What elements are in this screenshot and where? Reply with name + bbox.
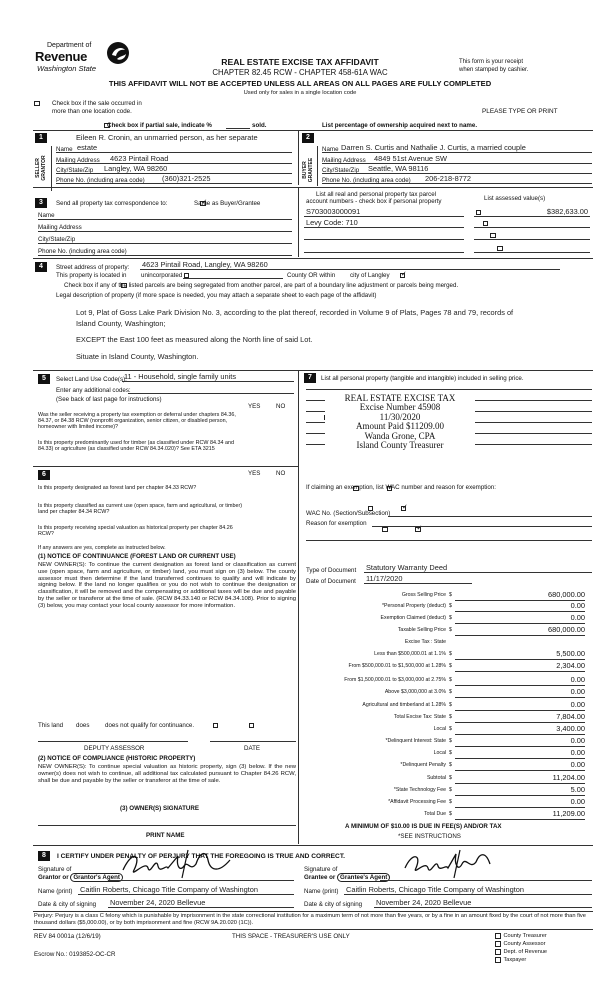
parcel-1-value: S703003000091 xyxy=(306,207,361,216)
doc-date-rule xyxy=(364,583,472,584)
form-note: Used only for sales in a single location code xyxy=(243,90,357,96)
buyer-side-label: BUYER GRANTEE xyxy=(302,157,314,183)
grantee-agent-box: Grantee's Agent xyxy=(337,873,390,882)
tax-row-currency: $ xyxy=(449,689,452,695)
section-4-number: 4 xyxy=(35,262,47,272)
tax-row xyxy=(300,809,596,822)
parcel-2-personal-checkbox[interactable] xyxy=(483,221,489,227)
tax-row-label: Excise Tax : State xyxy=(404,639,446,645)
reason-rule xyxy=(372,526,592,527)
ownership-pct-label: List percentage of ownership acquired next to name. xyxy=(322,122,478,129)
tax-row-label: Taxable Selling Price xyxy=(397,627,446,633)
form-warning: THIS AFFIDAVIT WILL NOT BE ACCEPTED UNLESS ALL AREAS ON ALL PAGES ARE FULLY COMPLETED xyxy=(108,79,492,88)
tax-row-value: 0.00 xyxy=(455,614,585,624)
copy-item xyxy=(495,933,547,941)
grantee-name-label: Name (print) xyxy=(304,888,339,895)
tax-row-label: Exemption Claimed (deduct) xyxy=(380,615,446,621)
parcel-4-personal-checkbox[interactable] xyxy=(497,246,503,252)
partial-sale-label: Check box if partial sale, indicate % xyxy=(107,122,212,129)
sec5-q2-text: Is this property predominantly used for timber (as classified under RCW 84.34 and 84.33) or agriculture (as classified under RCW 84.34.020)? See ETA 3215 xyxy=(38,440,234,453)
tax-row-value: 3,400.00 xyxy=(455,725,585,735)
buyer-phone-label: Phone No. (including area code) xyxy=(322,177,411,184)
form-title: REAL ESTATE EXCISE TAX AFFIDAVIT xyxy=(221,57,379,67)
section-5-7-top-rule xyxy=(33,370,593,371)
section-8-number: 8 xyxy=(38,851,50,861)
grantee-date-rule xyxy=(374,907,592,908)
sec3-correspondence-label: Send all property tax correspondence to: xyxy=(56,200,168,207)
seller-city-label: City/State/Zip xyxy=(56,167,94,174)
stamp-line-2: Excise Number 45908 xyxy=(359,402,441,413)
grantee-agent-label xyxy=(304,874,390,881)
multi-location-checkbox[interactable] xyxy=(34,101,40,107)
sec5-q1-text: Was the seller receiving a property tax exemption or deferral under chapters 84.36, 84.37, or 84.38 RCW (nonprofit organization, senior citizen, or disabled person, homeowner with limited income)? xyxy=(38,412,236,431)
doc-type-rule xyxy=(364,572,592,573)
copy-checkbox[interactable] xyxy=(495,957,501,963)
tax-row-currency: $ xyxy=(449,738,452,744)
tax-row-value: 0.00 xyxy=(455,798,585,808)
sec3-mailing-rule xyxy=(38,231,292,232)
tax-row-currency: $ xyxy=(449,811,452,817)
parcel-1-rule xyxy=(304,216,464,217)
sec5-no-header: NO xyxy=(276,403,286,410)
buyer-name-rule xyxy=(322,152,592,153)
tax-row-value: 680,000.00 xyxy=(455,591,585,601)
buyer-mailing-rule xyxy=(322,163,592,164)
grantee-or-text: Grantee or xyxy=(304,874,338,881)
sec6-q3-no[interactable] xyxy=(415,527,421,533)
tax-row-currency: $ xyxy=(449,615,452,621)
land-use-label: Select Land Use Code(s): xyxy=(56,376,127,383)
grantor-name-rule xyxy=(78,894,294,895)
seller-phone-label: Phone No. (including area code) xyxy=(56,177,145,184)
tax-row-value: 0.00 xyxy=(455,701,585,711)
parcel-head-1: List all real and personal property tax parcel xyxy=(316,191,437,198)
tax-row-value: 0.00 xyxy=(455,737,585,747)
sec6-q1-text: Is this property designated as forest land per chapter 84.33 RCW? xyxy=(38,485,197,491)
copy-label: County Treasurer xyxy=(503,933,547,940)
additional-codes-rule xyxy=(128,393,294,394)
sec6-q2-text: Is this property classified as current use (open space, farm and agricultural, or timber) land per chapter 84.34 RCW? xyxy=(38,503,243,516)
buyer-side-rule xyxy=(317,146,318,186)
tax-row xyxy=(300,601,596,614)
section-6-top-rule xyxy=(33,466,298,467)
sec6-if-yes: If any answers are yes, complete as instructed below. xyxy=(38,545,166,551)
deputy-date-rule xyxy=(210,741,296,742)
section-4-top-rule xyxy=(33,258,593,259)
tax-row-label: Agricultural and timberland at 1.28% xyxy=(362,702,446,708)
tax-row-label: Above $3,000,000 at 3.0% xyxy=(384,689,446,695)
tax-row-currency: $ xyxy=(449,603,452,609)
sec3-phone-label: Phone No. (including area code) xyxy=(38,248,127,255)
tax-row-label: From $1,500,000.01 to $3,000,000 at 2.75% xyxy=(344,677,446,683)
grantor-name-label: Name (print) xyxy=(38,888,73,895)
tax-row-value: 11,209.00 xyxy=(455,810,585,820)
copy-label: Taxpayer xyxy=(503,957,527,964)
stamp-line-3: 11/30/2020 xyxy=(379,411,421,422)
tax-row xyxy=(300,773,596,786)
tax-row xyxy=(300,760,596,773)
legal-line-4: Situate in Island County, Washington. xyxy=(76,352,199,361)
buyer-mailing-value: 4849 51st Avenue SW xyxy=(374,154,447,163)
multi-location-label-2: more than one location code. xyxy=(52,108,132,115)
treasurer-only-label: THIS SPACE - TREASURER'S USE ONLY xyxy=(232,933,350,940)
owner-signature-rule xyxy=(38,825,296,826)
tax-row-currency: $ xyxy=(449,726,452,732)
tax-row xyxy=(300,625,596,638)
tax-row xyxy=(300,785,596,798)
buyer-phone-value: 206-218-8772 xyxy=(425,174,472,183)
tax-row-value: 0.00 xyxy=(455,749,585,759)
partial-percent-field[interactable] xyxy=(226,123,250,129)
seller-side-label: SELLER GRANTOR xyxy=(35,155,47,181)
doc-date-label: Date of Document xyxy=(306,578,356,585)
sec5-yes-header: YES xyxy=(248,403,261,410)
tax-row-currency: $ xyxy=(449,762,452,768)
grantor-date-rule xyxy=(108,907,294,908)
tax-row-label: *State Technology Fee xyxy=(393,787,446,793)
grantor-name-value: Caitlin Roberts, Chicago Title Company of Washington xyxy=(80,885,259,894)
legal-line-3: EXCEPT the East 100 feet as measured along the North line of said Lot. xyxy=(76,335,313,344)
tax-row-value: 0.00 xyxy=(455,676,585,686)
grantor-date-label: Date & city of signing xyxy=(38,901,97,908)
parcel-3-rule xyxy=(304,239,464,240)
sec3-phone-rule xyxy=(38,255,292,256)
assessed-head: List assessed value(s) xyxy=(484,195,546,202)
sec6-q2-no[interactable] xyxy=(401,506,407,512)
seller-name-line2: estate xyxy=(77,143,98,152)
tax-row-value: 11,204.00 xyxy=(455,774,585,784)
section-6-number: 6 xyxy=(38,470,50,480)
tax-row xyxy=(300,675,596,688)
land-does-not-text: does not qualify for continuance. xyxy=(105,722,195,729)
multi-location-label-1: Check box if the sale occurred in xyxy=(52,100,142,107)
land-use-value: 11 - Household, single family units xyxy=(124,372,237,381)
grantor-sig-label: Signature of xyxy=(38,866,72,873)
pp-rule-1 xyxy=(306,389,592,390)
copy-label: County Assessor xyxy=(503,941,546,948)
historic-heading: (2) NOTICE OF COMPLIANCE (HISTORIC PROPERTY) xyxy=(38,755,196,762)
grantee-sig-rule xyxy=(380,880,592,881)
legal-line-2: Island County, Washington; xyxy=(76,319,166,328)
sec3-city-rule xyxy=(38,243,292,244)
legal-description-label: Legal description of property (if more space is needed, you may attach a separate sheet to each page of the affidavit) xyxy=(56,292,377,299)
tax-row xyxy=(300,797,596,810)
grantor-sig-rule xyxy=(108,880,294,881)
tax-row xyxy=(300,640,596,650)
tax-row-label: Total Due xyxy=(424,811,446,817)
seller-mailing-value: 4623 Pintail Road xyxy=(110,154,169,163)
sec3-city-label: City/State/Zip xyxy=(38,236,76,243)
tax-row-currency: $ xyxy=(449,663,452,669)
located-in-label: This property is located in xyxy=(56,272,127,279)
grantor-date-value: November 24, 2020 Bellevue xyxy=(110,898,206,907)
see-back-label: (See back of last page for instructions) xyxy=(56,396,162,403)
tax-row xyxy=(300,736,596,749)
tax-row xyxy=(300,700,596,713)
copy-checkbox[interactable] xyxy=(495,941,501,947)
section-1-2-divider xyxy=(298,130,299,185)
city-of-checkbox[interactable] xyxy=(400,273,406,279)
tax-row-label: Local xyxy=(433,726,446,732)
sec6-no-header: NO xyxy=(276,470,286,477)
grantor-agent-box: Grantor's Agent xyxy=(70,873,123,882)
land-does-text: does xyxy=(76,722,90,729)
wac-rule xyxy=(388,516,592,517)
partial-sold-label: sold. xyxy=(252,122,267,129)
tax-row-label: *Affidavit Processing Fee xyxy=(388,799,446,805)
tax-row-currency: $ xyxy=(449,775,452,781)
tax-row-label: Less than $500,000.01 at 1.1% xyxy=(374,651,446,657)
grantee-date-label: Date & city of signing xyxy=(304,901,363,908)
deputy-assessor-label: DEPUTY ASSESSOR xyxy=(84,745,145,752)
grantee-signature-image xyxy=(400,846,500,882)
grantor-or-text: Grantor or xyxy=(38,874,71,881)
land-use-rule xyxy=(122,381,294,382)
parcel-4-rule xyxy=(304,252,464,253)
minimum-fee-note: A MINIMUM OF $10.00 IS DUE IN FEE(S) AND/OR TAX xyxy=(345,823,502,830)
tax-row xyxy=(300,649,596,662)
seller-phone-rule xyxy=(56,183,292,184)
land-does-label: This land xyxy=(38,722,64,729)
tax-row-value: 2,304.00 xyxy=(455,662,585,672)
tax-row-currency: $ xyxy=(449,627,452,633)
see-instructions-note: *SEE INSTRUCTIONS xyxy=(398,833,461,840)
tax-row xyxy=(300,712,596,725)
deputy-assessor-rule xyxy=(38,741,188,742)
section-8-top-rule xyxy=(33,845,593,846)
seller-city-value: Langley, WA 98260 xyxy=(104,164,168,173)
exemption-label: If claiming an exemption, list WAC number and reason for exemption: xyxy=(306,484,496,491)
stamp-line-4: Amount Paid $11209.00 xyxy=(356,421,444,432)
unincorporated-label: unincorporated xyxy=(141,272,183,279)
tax-row-value: 5,500.00 xyxy=(455,650,585,660)
assessed-2-rule xyxy=(474,227,590,228)
tax-row-value: 0.00 xyxy=(455,602,585,612)
stamp-line-1: REAL ESTATE EXCISE TAX xyxy=(344,393,456,403)
sec6-q3-text: Is this property receiving special valuation as historical property per chapter 84.26 RCW? xyxy=(38,525,233,538)
seller-mailing-label: Mailing Address xyxy=(56,157,100,164)
section-1-number: 1 xyxy=(35,133,47,143)
owner-signature-label: (3) OWNER(S) SIGNATURE xyxy=(120,805,199,812)
perjury-statement: Perjury: Perjury is a class C felony which is punishable by imprisonment in the state correctional institution for a maximum term of not more than five years, or by a fine in an amount fixed by the court of not more than five thousand dollars ($5,000.00), or by both imprisonment and fine (RCW 9A.20.020 (1C)). xyxy=(34,913,586,926)
grantor-signature-image xyxy=(118,846,238,882)
section-3-top-rule xyxy=(33,187,593,188)
buyer-mailing-label: Mailing Address xyxy=(322,157,366,164)
parcel-2-rule xyxy=(304,227,464,228)
tax-row xyxy=(300,748,596,761)
tax-row-label: *Delinquent Interest: State xyxy=(385,738,446,744)
seller-phone-value: (360)321-2525 xyxy=(162,174,211,183)
buyer-name-value: Darren S. Curtis and Nathalie J. Curtis, a married couple xyxy=(341,143,526,152)
sec3-name-rule xyxy=(38,219,292,220)
tax-row-value: 5.00 xyxy=(455,786,585,796)
type-or-print: PLEASE TYPE OR PRINT xyxy=(482,108,558,115)
assessed-4-rule xyxy=(474,252,590,253)
personal-property-label: List all personal property (tangible and intangible) included in selling price. xyxy=(321,375,524,382)
copy-item xyxy=(495,941,547,949)
tax-row xyxy=(300,687,596,700)
assessed-1-value: $382,633.00 xyxy=(546,207,588,216)
grantee-name-rule xyxy=(344,894,592,895)
buyer-phone-rule xyxy=(322,183,592,184)
street-address-value: 4623 Pintail Road, Langley, WA 98260 xyxy=(142,260,268,269)
buyer-city-value: Seattle, WA 98116 xyxy=(368,164,429,173)
footer-top-rule xyxy=(33,911,593,912)
section-5-7-divider xyxy=(298,370,299,844)
doc-type-label: Type of Document xyxy=(306,567,357,574)
sec3-mailing-label: Mailing Address xyxy=(38,224,82,231)
tax-row-currency: $ xyxy=(449,702,452,708)
receipt-note-2: when stamped by cashier. xyxy=(459,67,529,73)
doc-type-value: Statutory Warranty Deed xyxy=(366,563,448,572)
treasurer-stamp xyxy=(325,394,475,451)
section-3-number: 3 xyxy=(35,198,47,208)
print-name-label: PRINT NAME xyxy=(146,832,185,839)
copy-label: Dept. of Revenue xyxy=(503,949,548,956)
additional-codes-label: Enter any additional codes: xyxy=(56,387,131,394)
tax-row-value: 0.00 xyxy=(455,688,585,698)
tax-row-value: 0.00 xyxy=(455,761,585,771)
receipt-note-1: This form is your receipt xyxy=(459,59,524,65)
tax-row-label: Total Excise Tax: State xyxy=(393,714,446,720)
buyer-name-label: Name xyxy=(322,146,339,153)
tax-row xyxy=(300,724,596,737)
tax-row-currency: $ xyxy=(449,799,452,805)
reason-label: Reason for exemption xyxy=(306,520,367,527)
tax-row-label: Subtotal xyxy=(426,775,446,781)
grantee-sig-label: Signature of xyxy=(304,866,338,873)
escrow-number: Escrow No.: 0193852-OC-CR xyxy=(34,951,116,958)
copy-checkbox[interactable] xyxy=(495,933,501,939)
seller-side-rule xyxy=(51,146,52,191)
sec6-q3-yes[interactable] xyxy=(382,527,388,533)
footer-perjury-rule xyxy=(33,929,593,930)
segregated-label: Check box if any of the listed parcels are being segregated from another parcel, are part of a boundary line adjustment or parcels being merged. xyxy=(64,282,459,289)
seller-name-rule xyxy=(56,152,292,153)
reason-rule-2 xyxy=(306,540,592,541)
form-subtitle: CHAPTER 82.45 RCW - CHAPTER 458-61A WAC xyxy=(212,68,388,77)
section-3-divider xyxy=(298,187,299,257)
city-of-label: city of Langley xyxy=(350,272,390,279)
seller-mailing-rule xyxy=(56,163,292,164)
levy-code-value: Levy Code: 710 xyxy=(306,218,358,227)
sec6-yes-header: YES xyxy=(248,470,261,477)
tax-row-label: From $500,000.01 to $1,500,000 at 1.28% xyxy=(348,663,446,669)
certify-statement: I CERTIFY UNDER PENALTY OF PERJURY THAT THE FOREGOING IS TRUE AND CORRECT. xyxy=(57,853,345,860)
tax-row xyxy=(300,661,596,674)
continuance-heading: (1) NOTICE OF CONTINUANCE (FOREST LAND OR CURRENT USE) xyxy=(38,553,236,560)
assessed-1-rule xyxy=(474,216,590,217)
street-address-rule xyxy=(140,269,560,270)
tax-row-value: 7,804.00 xyxy=(455,713,585,723)
doc-date-value: 11/17/2020 xyxy=(366,574,403,583)
tax-row-currency: $ xyxy=(449,714,452,720)
tax-row-currency: $ xyxy=(449,750,452,756)
tax-row-label: Gross Selling Price xyxy=(401,592,446,598)
tax-row-label: Local xyxy=(433,750,446,756)
historic-body: NEW OWNER(S): To continue special valuation as historic property, sign (3) below. If the new owner(s) does not wish to continue, all additional tax calculated pursuant to Chapter 84.26 RCW, shall be due and payable by the seller or transferor at the time of sale. xyxy=(38,764,296,784)
form-number: REV 84 0001a (12/6/19) xyxy=(34,933,101,940)
logo-state-text: Washington State xyxy=(37,64,97,73)
parcel-head-2: account numbers - check box if personal property xyxy=(306,198,442,205)
grantee-name-value: Caitlin Roberts, Chicago Title Company of Washington xyxy=(346,885,525,894)
land-does-checkbox[interactable] xyxy=(213,723,219,729)
section-2-number: 2 xyxy=(302,133,314,143)
buyer-city-label: City/State/Zip xyxy=(322,167,360,174)
section-5-number: 5 xyxy=(38,374,50,384)
deputy-date-label: DATE xyxy=(244,745,261,752)
copy-item xyxy=(495,949,547,957)
copy-checkbox[interactable] xyxy=(495,949,501,955)
section-7-number: 7 xyxy=(304,373,316,383)
street-address-label: Street address of property: xyxy=(56,264,130,271)
tax-row-currency: $ xyxy=(449,651,452,657)
grantee-date-value: November 24, 2020 Bellevue xyxy=(376,898,472,907)
stamp-line-6: Island County Treasurer xyxy=(356,440,444,451)
assessed-3-rule xyxy=(474,239,590,240)
seller-name-line1: Eileen R. Cronin, an unmarried person, as her separate xyxy=(76,133,258,142)
logo-name-text: Revenue xyxy=(35,49,88,64)
continuance-body: NEW OWNER(S): To continue the current designation as forest land or classification as current use (open space, farm and agriculture, or timber) land, you must sign on (3) below. The county assessor must then determine if the land transferred continues to qualify and will indicate by signing below. If the land no longer qualifies or you do not wish to continue the designation or classification, it will be removed and the compensating or additional taxes will be due and payable by the seller or transferor at the time of sale. (RCW 84.33.140 or RCW 84.34.108). Prior to signing (3) below, you may contact your local county assessor for more information. xyxy=(38,562,296,609)
sec3-name-label: Name xyxy=(38,212,55,219)
tax-row-label: *Personal Property (deduct) xyxy=(381,603,446,609)
tax-row-currency: $ xyxy=(449,592,452,598)
county-or-within-label: County OR within xyxy=(287,272,336,279)
wac-label: WAC No. (Section/Subsection) xyxy=(306,510,391,517)
same-as-buyer-label: Same as Buyer/Grantee xyxy=(194,200,261,207)
stamp-line-5: Wanda Grone, CPA xyxy=(364,430,436,441)
copy-item xyxy=(495,957,547,965)
copy-distribution-list xyxy=(495,933,547,965)
partial-top-rule xyxy=(33,130,593,131)
tax-row-value: 680,000.00 xyxy=(455,626,585,636)
logo-dept-text: Department of xyxy=(47,42,92,49)
seller-name-label: Name xyxy=(56,146,73,153)
tax-row-currency: $ xyxy=(449,787,452,793)
legal-line-1: Lot 9, Plat of Goss Lake Park Division No. 3, according to the plat thereof, recorded in Volume 9 of Plats, Pages 78 and 79, records of xyxy=(76,308,514,317)
tax-row-label: *Delinquent Penalty xyxy=(400,762,446,768)
land-does-not-checkbox[interactable] xyxy=(249,723,255,729)
county-rule xyxy=(183,278,283,279)
tax-row-currency: $ xyxy=(449,677,452,683)
parcel-3-personal-checkbox[interactable] xyxy=(490,233,496,239)
